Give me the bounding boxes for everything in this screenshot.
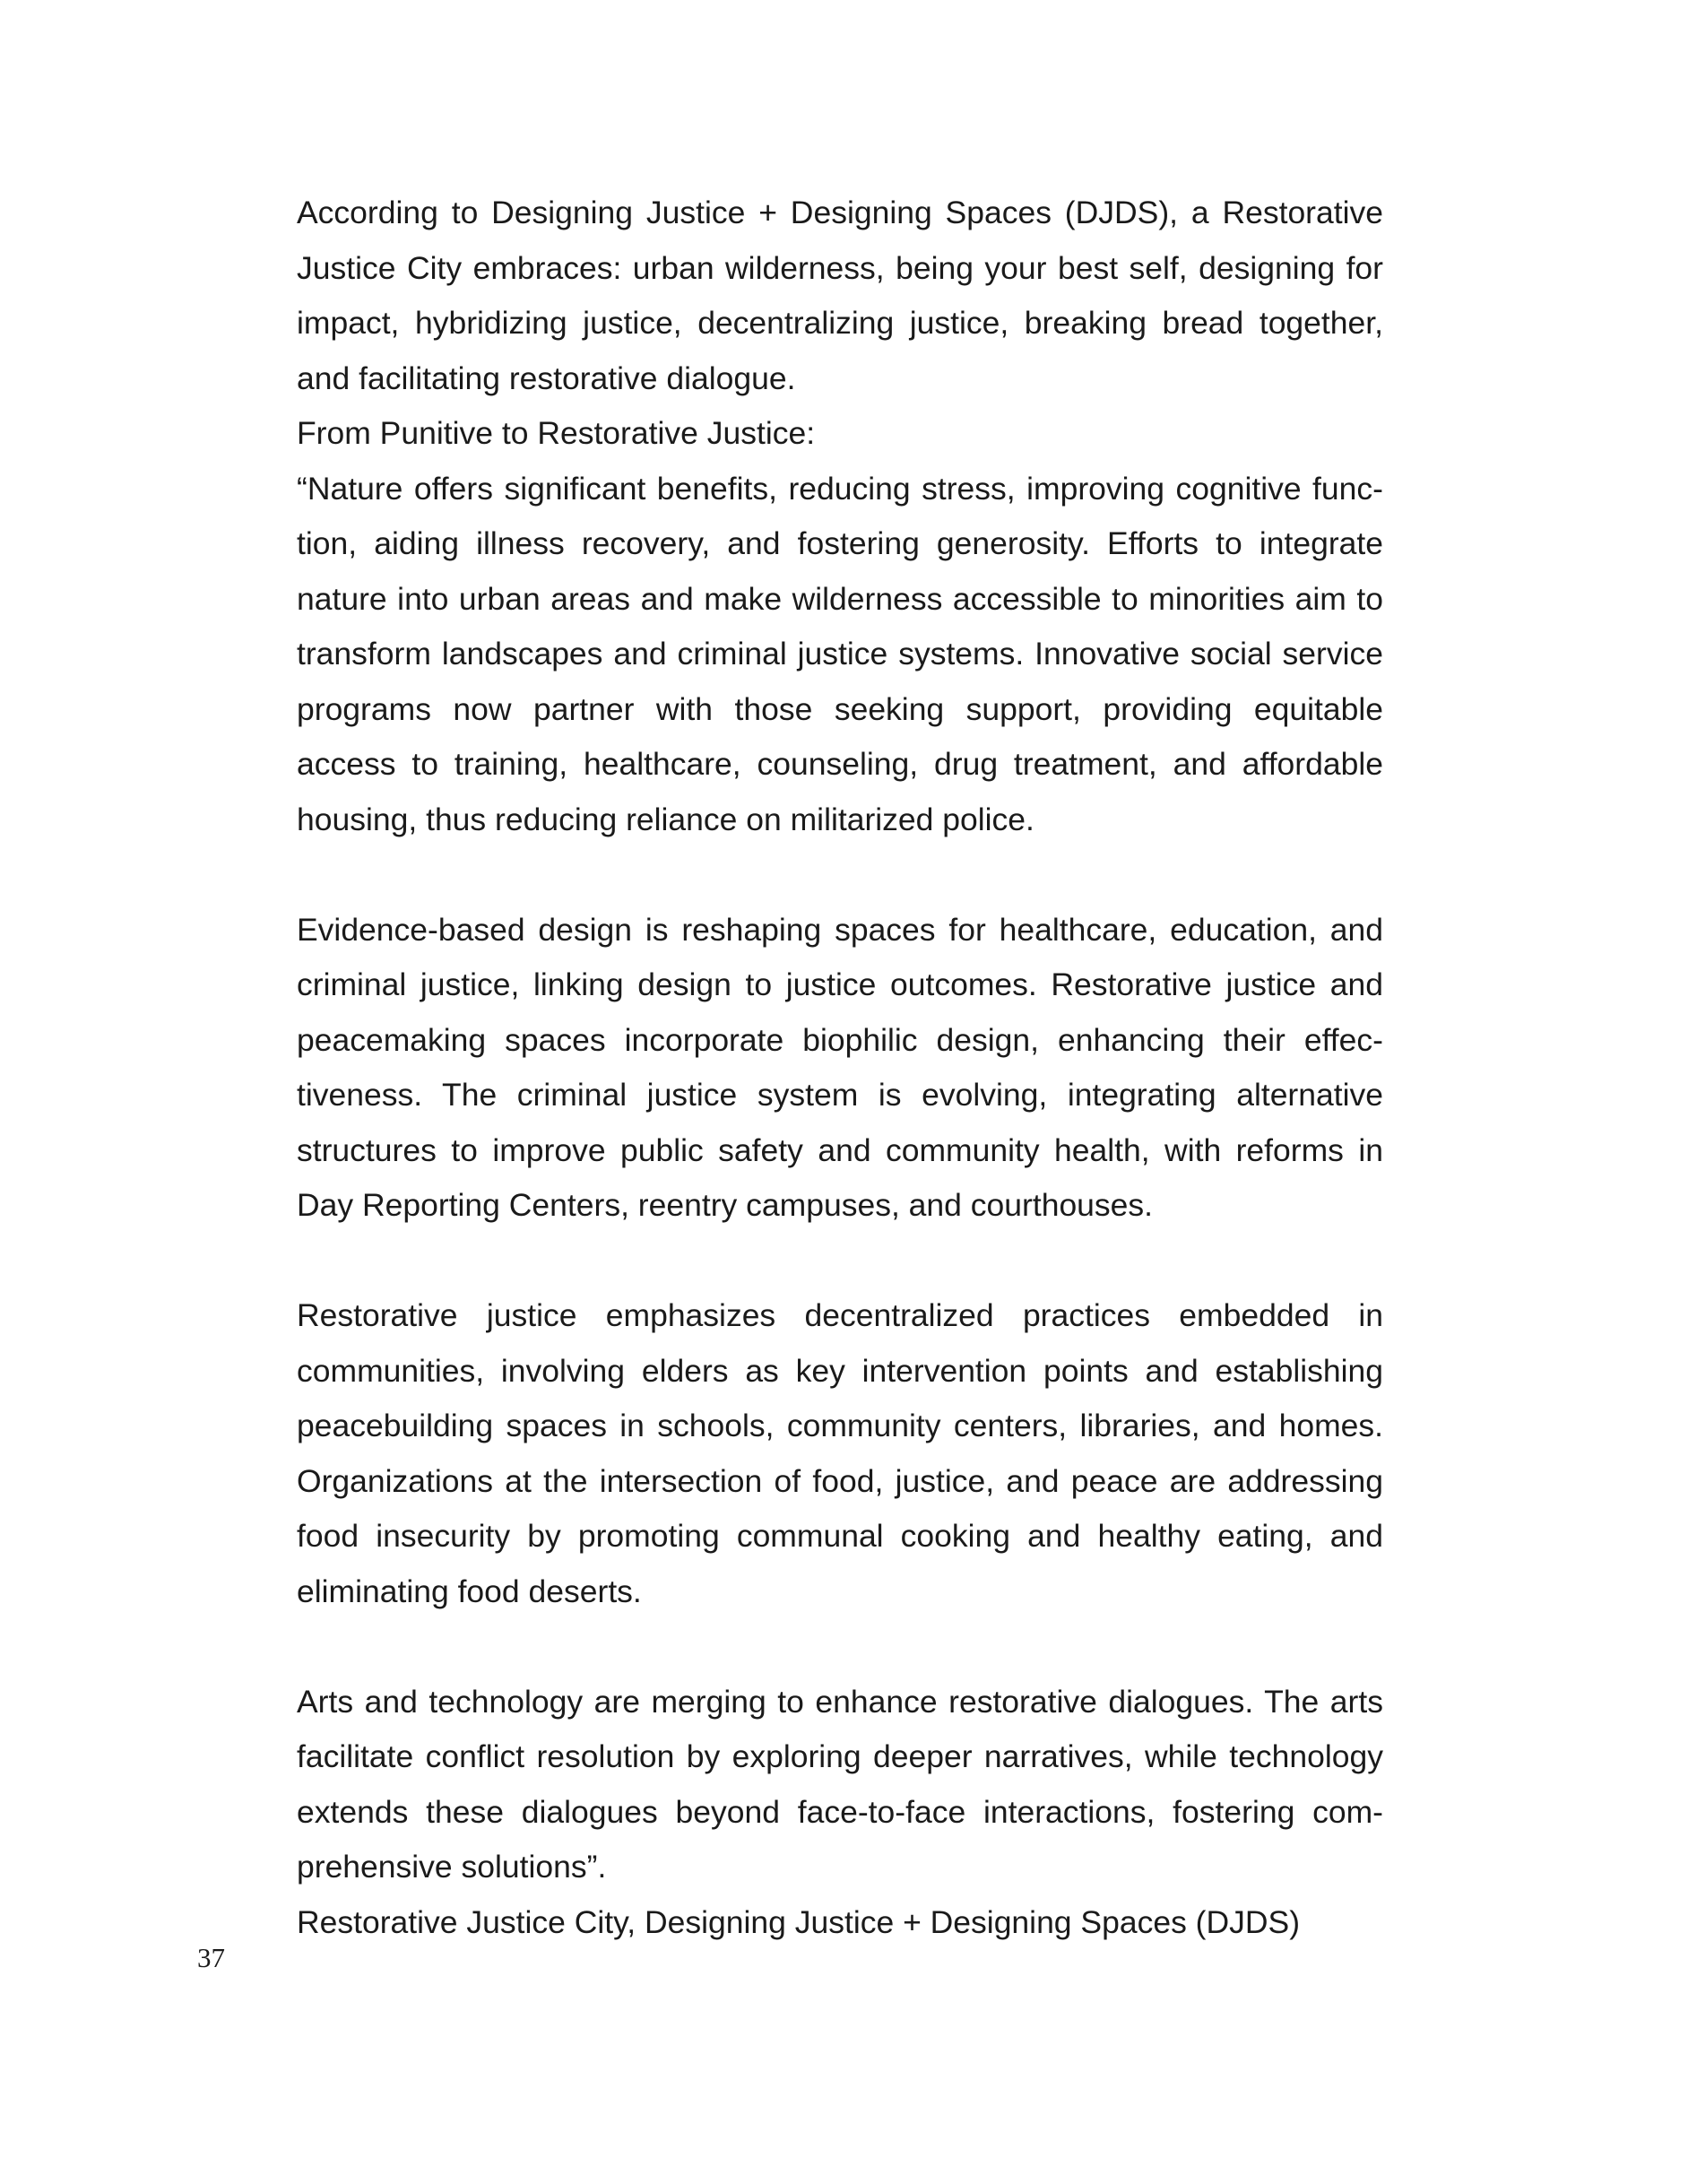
quote-paragraph-evidence-design: Evidence-based design is reshaping spaces for healthcare, education, and criminal justice, linking design to justice outcomes. Restorative justice and peacemaking spaces incorporate biophilic design, enhancing their effectiveness. The criminal justice system is evolving, integrating alternative structures to improve public safety and community health, with reforms in Day Reporting Centers, reentry campuses, and courthouses. [297,911,1383,1223]
section-heading: From Punitive to Restorative Justice: [297,415,816,451]
quote-paragraph-decentralized: Restorative justice emphasizes decentralized practices embedded in communities, involving elders as key intervention points and establishing peacebuilding spaces in schools, community centers, libraries, and homes. Organizations at the intersection of food, justice, and peace are addressing food insecurity by promoting communal cooking and healthy eating, and eliminating food deserts. [297,1297,1383,1609]
quote-paragraph-arts-technology: Arts and technology are merging to enhance restorative dialogues. The arts facilitate conflict resolution by exploring deeper narratives, while technology extends these dialogues beyond face-to-face interactions, fostering comprehensive solutions”. [297,1683,1383,1885]
quote-paragraph-nature: “Nature offers significant benefits, reducing stress, improving cognitive function, aiding illness recovery, and fostering generosity. Efforts to integrate nature into urban areas and make wilderness accessible to minorities aim to transform landscapes and criminal justice systems. Innovative social service programs now partner with those seeking support, providing equitable access to training, healthcare, counseling, drug treatment, and affordable housing, thus reducing reliance on militarized police. [297,470,1383,837]
intro-paragraph: According to Designing Justice + Designing Spaces (DJDS), a Restorative Justice City embraces: urban wilderness, being your best self, designing for impact, hybridizing justice, decentralizing justice, breaking bread together, and facilitating restorative dialogue. [297,195,1383,396]
citation: Restorative Justice City, Designing Justice + Designing Spaces (DJDS) [297,1903,1301,1940]
body-text [297,186,1383,1950]
page-number: 37 [197,1942,225,1973]
